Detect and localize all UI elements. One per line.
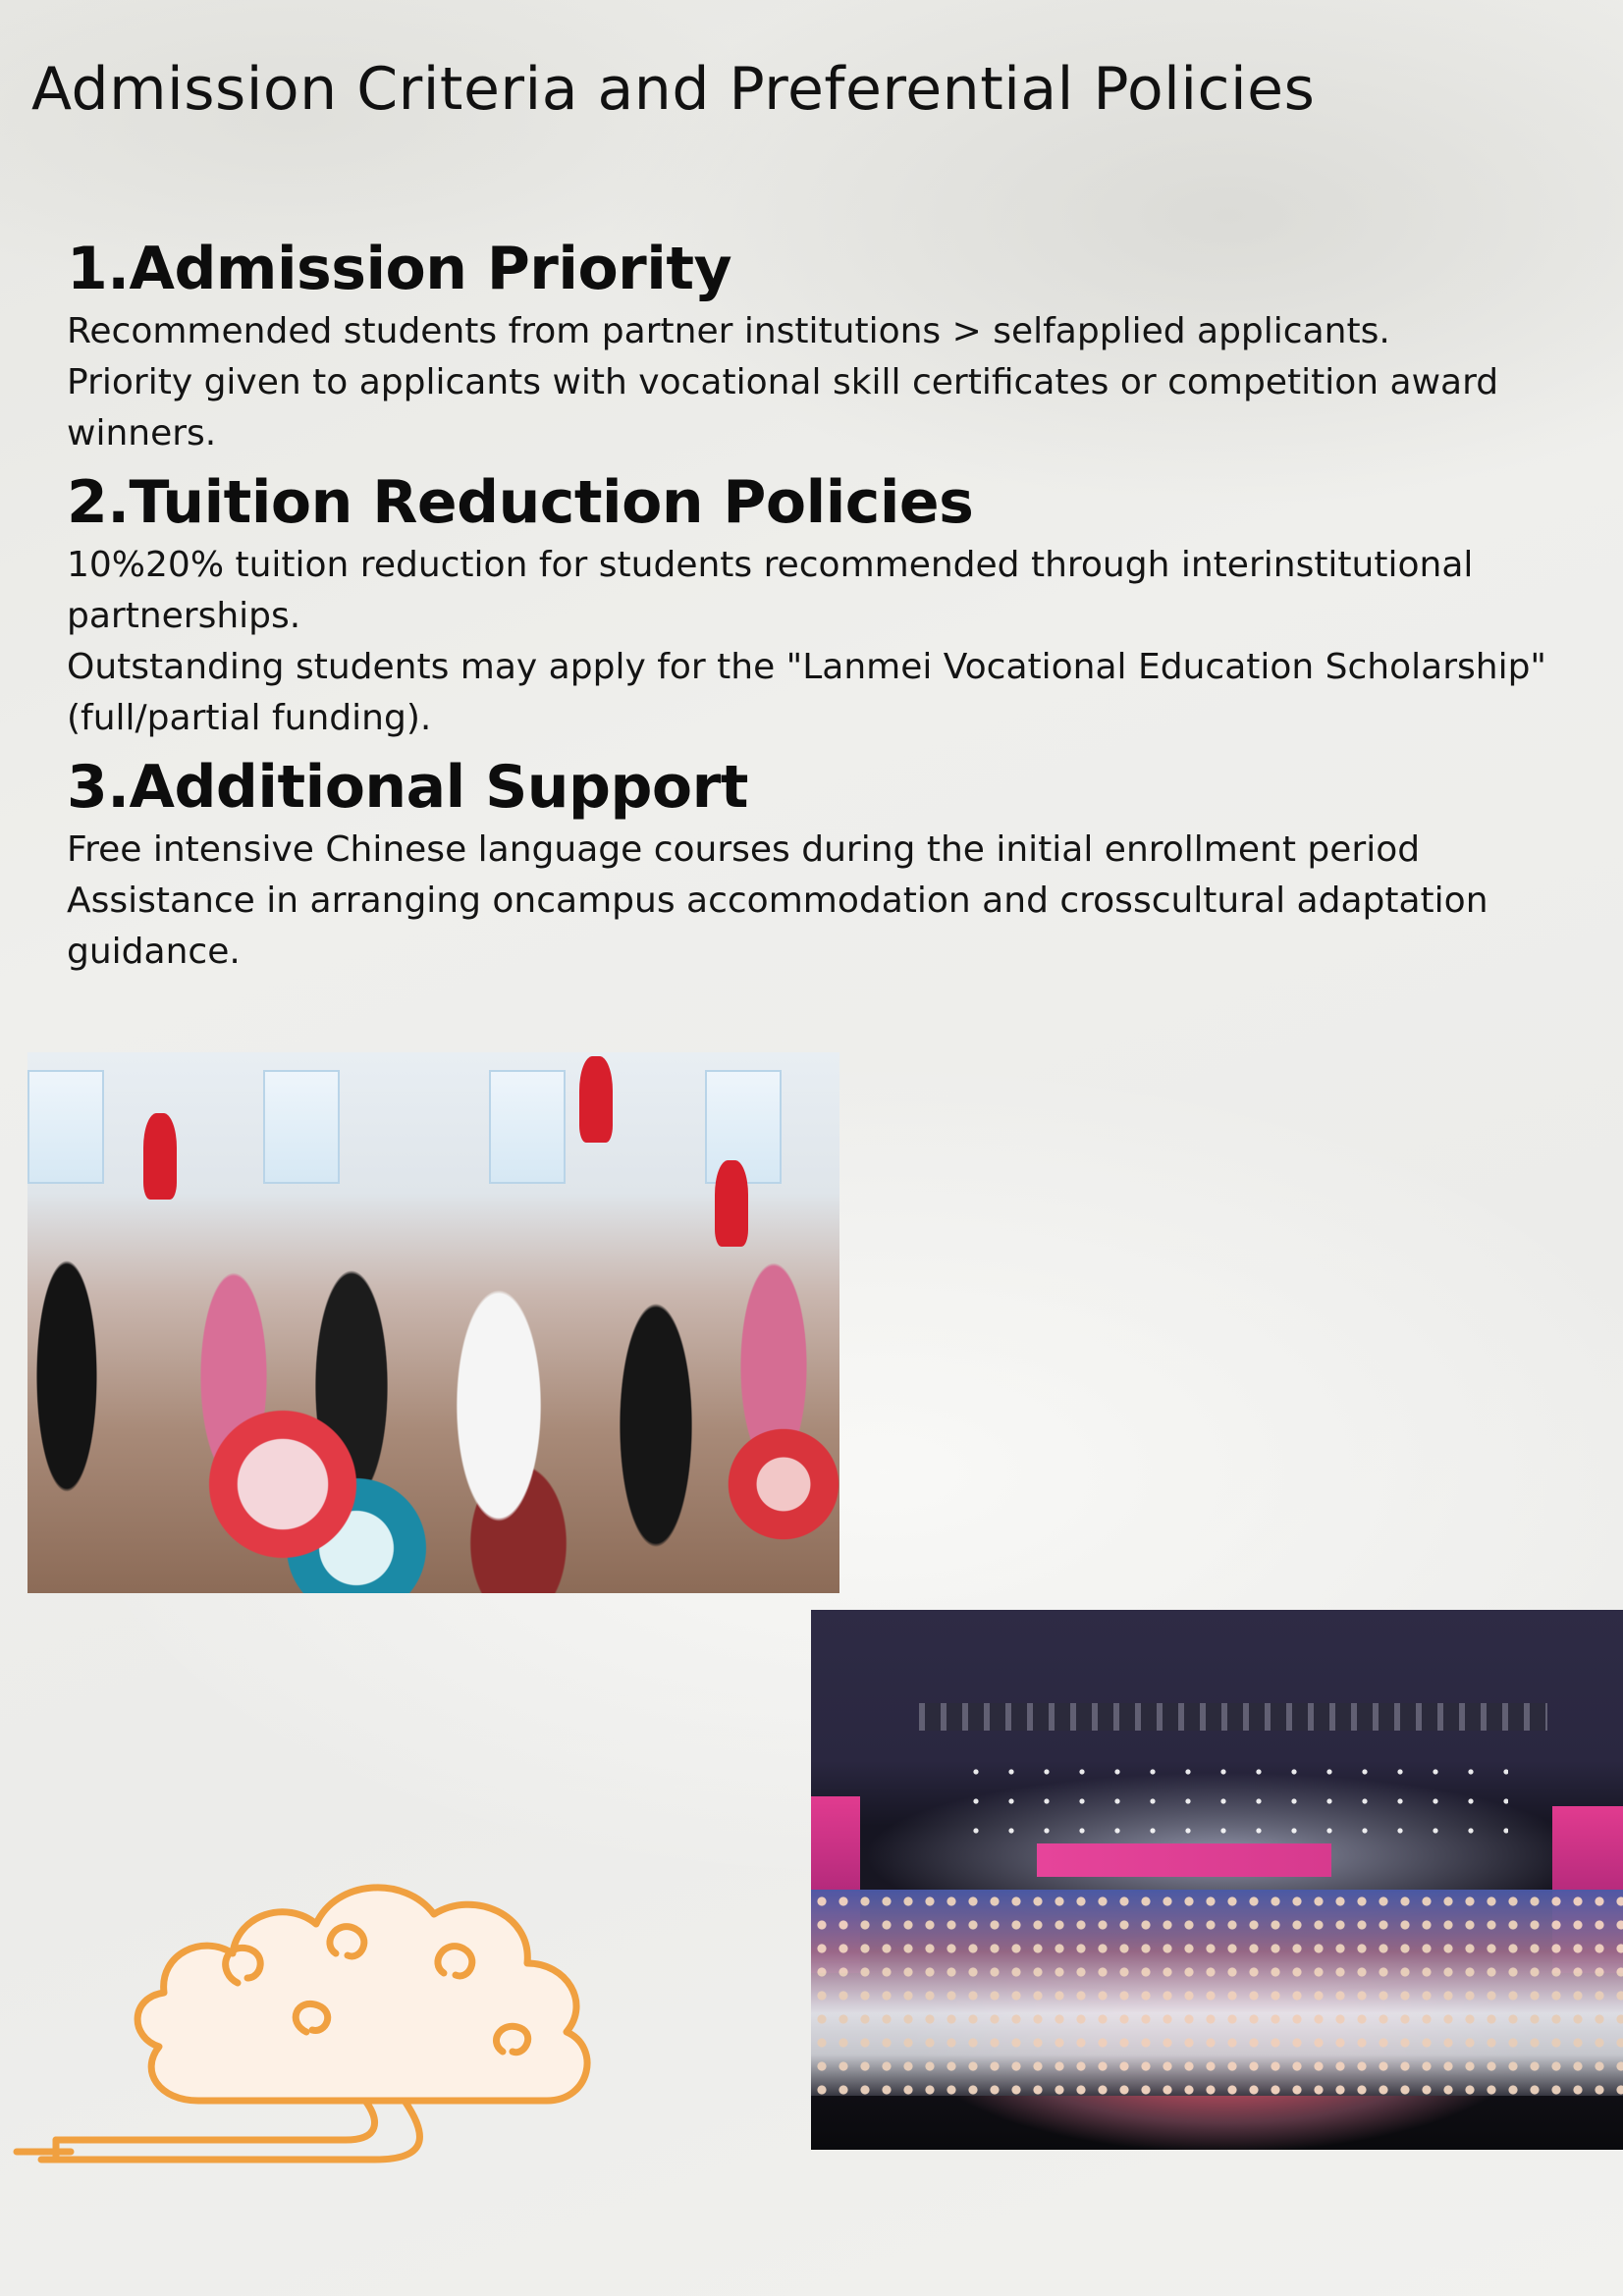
- stage-lights: [958, 1757, 1508, 1845]
- section-admission-priority: [67, 232, 1559, 459]
- red-scarf: [715, 1160, 748, 1247]
- section-paragraph: Outstanding students may apply for the "Lanmei Vocational Education Scholarship" (full/partial funding).: [67, 647, 1546, 738]
- section-tuition-reduction: [67, 465, 1559, 744]
- wall-poster: [705, 1070, 782, 1184]
- dance-class-photo: [27, 1052, 839, 1593]
- page-title: Admission Criteria and Preferential Policies: [31, 55, 1316, 124]
- section-paragraph: Free intensive Chinese language courses during the initial enrollment period: [67, 829, 1421, 870]
- section-heading: 3.Additional Support: [67, 753, 748, 822]
- wall-poster: [489, 1070, 566, 1184]
- auspicious-cloud-icon: [12, 1806, 758, 2179]
- stage-banner: [1037, 1843, 1331, 1877]
- section-heading: 1.Admission Priority: [67, 235, 732, 303]
- section-paragraph: Assistance in arranging oncampus accommodation and crosscultural adaptation guidance.: [67, 881, 1488, 972]
- section-paragraph: 10%20% tuition reduction for students recommended through interinstitutional partnerships.: [67, 545, 1474, 636]
- crowd: [811, 1890, 1623, 2096]
- policy-content: [67, 232, 1559, 984]
- section-heading: 2.Tuition Reduction Policies: [67, 468, 974, 537]
- section-paragraph: Recommended students from partner institutions > selfapplied applicants.: [67, 311, 1390, 351]
- section-additional-support: [67, 750, 1559, 978]
- stage-truss: [919, 1703, 1547, 1731]
- wall-poster: [27, 1070, 104, 1184]
- red-scarf: [579, 1056, 613, 1143]
- section-paragraph: Priority given to applicants with vocational skill certificates or competition award winners.: [67, 362, 1499, 454]
- wall-poster: [263, 1070, 340, 1184]
- stage-event-photo: [811, 1610, 1623, 2150]
- red-scarf: [143, 1113, 177, 1200]
